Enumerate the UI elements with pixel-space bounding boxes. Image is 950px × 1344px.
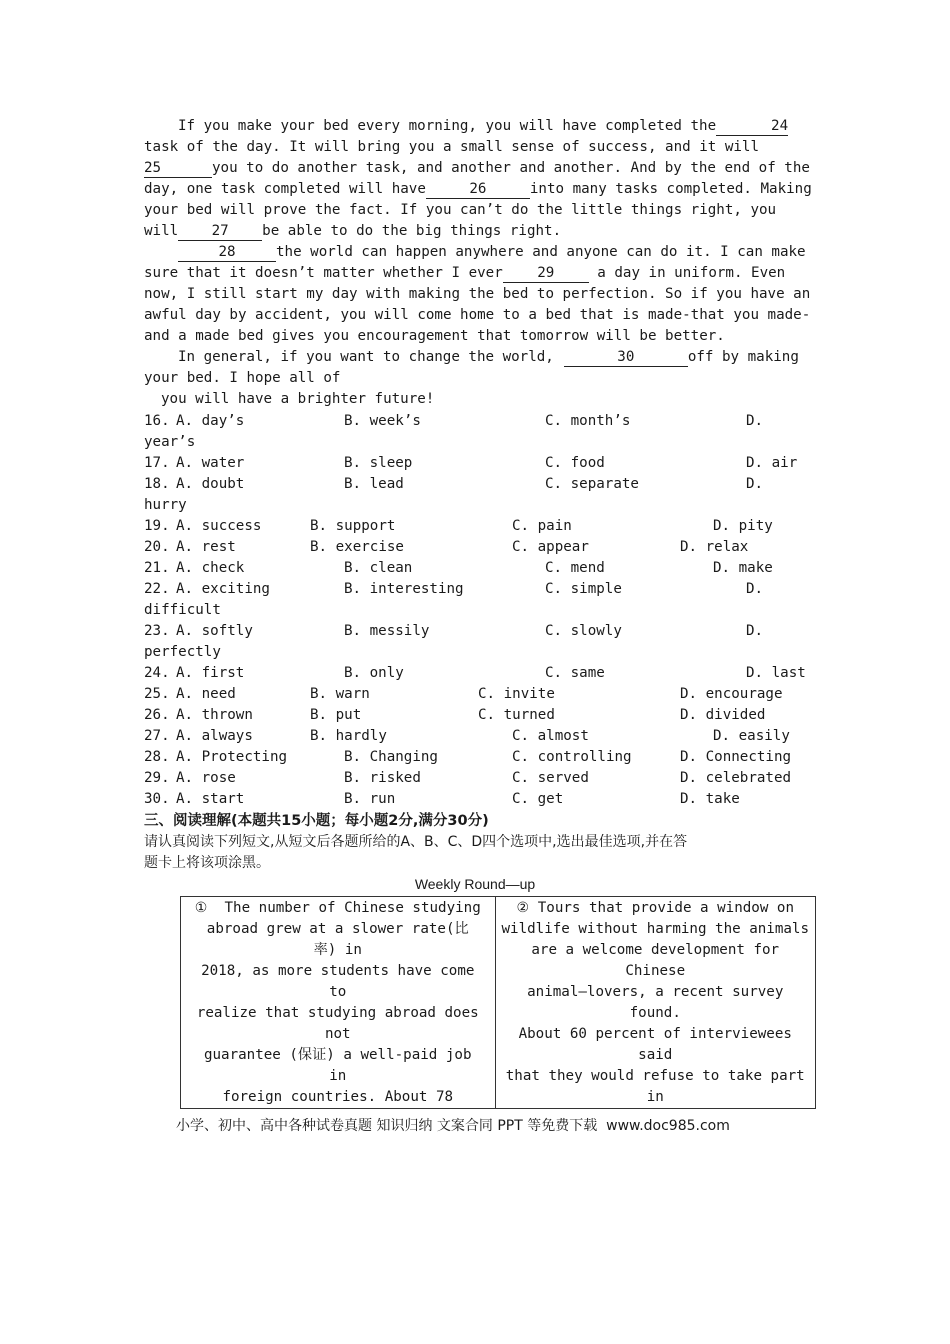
article-line: not <box>324 1026 351 1042</box>
section-instruction: 题卡上将该项涂黑。 <box>144 855 270 871</box>
option-d-continued: difficult <box>144 602 221 618</box>
blank-30: 30 <box>564 348 688 367</box>
option-c: C. simple <box>545 581 622 597</box>
passage-text: day, one task completed will have <box>144 181 426 197</box>
option-d: D. Connecting <box>680 749 792 765</box>
blank-25: 25 <box>144 159 212 178</box>
passage-line <box>178 242 806 263</box>
blank-24: 24 <box>716 117 788 136</box>
option-d: D. <box>746 476 764 492</box>
option-d: D. relax <box>680 539 749 555</box>
question-number: 26. <box>144 707 170 723</box>
question-number: 24. <box>144 665 170 681</box>
option-b: B. hardly <box>310 728 387 744</box>
option-b: B. week’s <box>344 413 421 429</box>
option-c: C. controlling <box>512 749 632 765</box>
blank-29: 29 <box>503 264 589 283</box>
option-a: A. water <box>176 455 245 471</box>
option-a: A. always <box>176 728 253 744</box>
article-line: guarantee (保证) a well-paid job <box>203 1047 472 1063</box>
option-d: D. <box>746 623 764 639</box>
option-b: B. risked <box>344 770 421 786</box>
table-row <box>181 897 816 1109</box>
option-b: B. lead <box>344 476 404 492</box>
passage-text: you to do another task, and another and another. And by the end of the <box>212 160 810 176</box>
right-article-cell <box>495 897 816 1109</box>
option-a: A. need <box>176 686 236 702</box>
passage-text: In general, if you want to change the world, <box>178 349 554 365</box>
option-c: C. turned <box>478 707 555 723</box>
article-line: ① The number of Chinese studying <box>194 900 481 916</box>
passage-text: off by making <box>687 349 799 365</box>
question-number: 28. <box>144 749 170 765</box>
passage-text: If you make your bed every morning, you will have completed the <box>178 118 717 134</box>
option-a: A. rest <box>176 539 236 555</box>
article-line: to <box>329 984 347 1000</box>
passage-line: your bed will prove the fact. If you can’t do the little things right, you <box>144 202 777 218</box>
passage-text: be able to do the big things right. <box>262 223 562 239</box>
option-d: D. divided <box>680 707 766 723</box>
passage-text: into many tasks completed. Making <box>529 181 812 197</box>
article-line: foreign countries. About 78 <box>222 1089 454 1105</box>
option-a: A. success <box>176 518 262 534</box>
option-b: B. exercise <box>310 539 404 555</box>
option-b: B. warn <box>310 686 370 702</box>
article-line: ② Tours that provide a window on <box>516 900 794 916</box>
blank-26: 26 <box>426 180 530 199</box>
section-instruction: 请认真阅读下列短文,从短文后各题所给的A、B、C、D四个选项中,选出最佳选项,并在答 <box>144 834 688 850</box>
question-number: 23. <box>144 623 170 639</box>
option-a: A. Protecting <box>176 749 288 765</box>
option-a: A. rose <box>176 770 236 786</box>
option-c: C. separate <box>545 476 639 492</box>
passage-line: awful day by accident, you will come home to a bed that is made-that you made- <box>144 307 811 323</box>
table-title: Weekly Round—up <box>414 876 536 892</box>
option-b: B. Changing <box>344 749 438 765</box>
weekly-roundup-table <box>180 896 816 1109</box>
option-a: A. first <box>176 665 245 681</box>
option-d: D. <box>746 413 764 429</box>
option-a: A. exciting <box>176 581 270 597</box>
article-line: 率) in <box>313 942 362 958</box>
article-line: realize that studying abroad does <box>196 1005 479 1021</box>
option-a: A. start <box>176 791 245 807</box>
option-b: B. clean <box>344 560 413 576</box>
option-b: B. support <box>310 518 396 534</box>
option-d: D. easily <box>713 728 790 744</box>
question-number: 21. <box>144 560 170 576</box>
article-line: in <box>646 1089 664 1105</box>
question-number: 19. <box>144 518 170 534</box>
option-d: D. make <box>713 560 773 576</box>
article-line: animal—lovers, a recent survey <box>527 984 784 1000</box>
question-number: 25. <box>144 686 170 702</box>
option-d: D. pity <box>713 518 773 534</box>
option-d: D. last <box>746 665 806 681</box>
passage-line: your bed. I hope all of <box>144 370 341 386</box>
question-number: 16. <box>144 413 170 429</box>
option-b: B. only <box>344 665 404 681</box>
option-c: C. same <box>545 665 605 681</box>
section-heading: 三、阅读理解(本题共15小题；每小题2分,满分30分) <box>144 813 489 829</box>
option-d-continued: hurry <box>144 497 187 513</box>
question-number: 17. <box>144 455 170 471</box>
option-c: C. get <box>512 791 564 807</box>
blank-27: 27 <box>178 222 262 241</box>
option-c: C. pain <box>512 518 572 534</box>
option-d: D. take <box>680 791 740 807</box>
passage-line <box>144 221 561 242</box>
passage-line <box>178 347 799 368</box>
article-line: About 60 percent of interviewees <box>518 1026 792 1042</box>
article-line: found. <box>629 1005 681 1021</box>
question-number: 29. <box>144 770 170 786</box>
option-a: A. thrown <box>176 707 253 723</box>
passage-line <box>144 179 812 200</box>
option-d: D. air <box>746 455 798 471</box>
passage-text: sure that it doesn’t matter whether I ever <box>144 265 503 281</box>
option-b: B. interesting <box>344 581 464 597</box>
question-number: 27. <box>144 728 170 744</box>
option-c: C. slowly <box>545 623 622 639</box>
option-d: D. celebrated <box>680 770 792 786</box>
option-a: A. doubt <box>176 476 245 492</box>
option-d-continued: perfectly <box>144 644 221 660</box>
article-line: said <box>638 1047 673 1063</box>
option-c: C. almost <box>512 728 589 744</box>
passage-text: the world can happen anywhere and anyone can do it. I can make <box>276 244 806 260</box>
question-number: 20. <box>144 539 170 555</box>
option-b: B. put <box>310 707 362 723</box>
article-line: wildlife without harming the animals <box>501 921 809 937</box>
option-c: C. month’s <box>545 413 631 429</box>
option-d-continued: year’s <box>144 434 196 450</box>
option-c: C. appear <box>512 539 589 555</box>
question-number: 18. <box>144 476 170 492</box>
blank-28: 28 <box>178 243 276 262</box>
question-number: 30. <box>144 791 170 807</box>
option-b: B. sleep <box>344 455 413 471</box>
option-c: C. invite <box>478 686 555 702</box>
passage-line: you will have a brighter future! <box>161 391 435 407</box>
option-b: B. messily <box>344 623 430 639</box>
article-line: Chinese <box>625 963 686 979</box>
passage-line: task of the day. It will bring you a small sense of success, and it will <box>144 139 759 155</box>
option-b: B. run <box>344 791 396 807</box>
option-c: C. mend <box>545 560 605 576</box>
passage-text: will <box>144 223 179 239</box>
option-a: A. check <box>176 560 245 576</box>
passage-line <box>178 116 788 137</box>
passage-text: a day in uniform. Even <box>588 265 786 281</box>
article-line: 2018, as more students have come <box>201 963 475 979</box>
option-d: D. encourage <box>680 686 783 702</box>
option-d: D. <box>746 581 764 597</box>
article-line: in <box>329 1068 347 1084</box>
option-c: C. food <box>545 455 605 471</box>
passage-line: now, I still start my day with making the bed to perfection. So if you have an <box>144 286 811 302</box>
passage-line <box>144 263 785 284</box>
passage-line <box>144 158 810 179</box>
article-line: abroad grew at a slower rate(比 <box>206 921 469 937</box>
option-c: C. served <box>512 770 589 786</box>
option-a: A. softly <box>176 623 253 639</box>
question-number: 22. <box>144 581 170 597</box>
article-line: that they would refuse to take part <box>505 1068 805 1084</box>
option-a: A. day’s <box>176 413 245 429</box>
passage-line: and a made bed gives you encouragement that tomorrow will be better. <box>144 328 725 344</box>
left-article-cell <box>181 897 496 1109</box>
footer-text: 小学、初中、高中各种试卷真题 知识归纳 文案合同 PPT 等免费下载 www.doc985.com <box>176 1118 730 1134</box>
article-line: are a welcome development for <box>531 942 780 958</box>
